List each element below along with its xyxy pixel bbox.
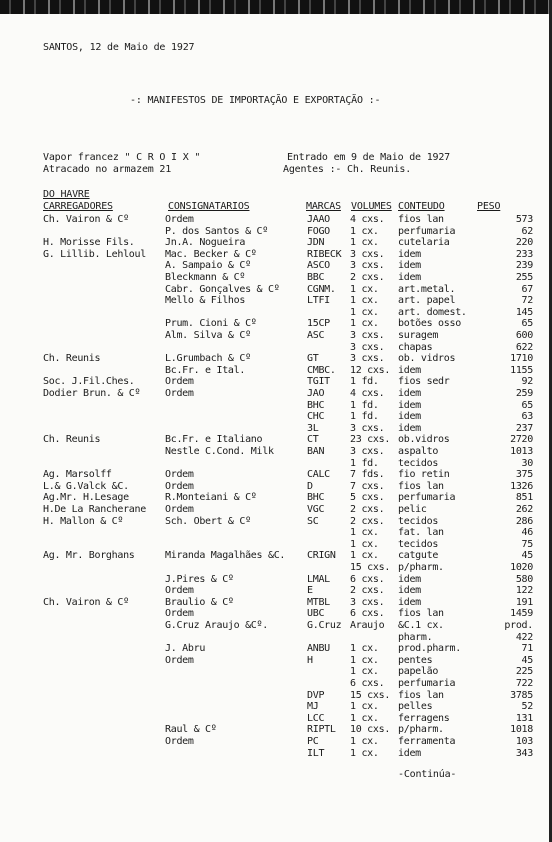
cell-volumes: 6 cxs. <box>350 608 385 620</box>
cell-conteudo: catgute <box>398 550 439 562</box>
cell-peso: 237 <box>515 422 533 434</box>
cell-peso: 1020 <box>510 562 533 573</box>
cell-marca: LCC <box>307 712 325 724</box>
cell-conteudo: botões osso <box>398 318 461 330</box>
cell-peso: 622 <box>515 341 533 353</box>
cell-marca: FOGO <box>307 225 330 237</box>
cell-peso: 255 <box>515 272 533 283</box>
cell-volumes: 3 cxs. <box>350 330 385 341</box>
cell-conteudo: fios lan <box>398 608 444 620</box>
cell-peso: 722 <box>515 678 533 689</box>
cell-marca: BBC <box>307 272 325 283</box>
cell-consignatario: Ordem <box>165 376 194 388</box>
cell-consignatario: Mac. Becker & Cº <box>165 248 257 260</box>
cell-volumes: 1 cx. <box>350 666 379 678</box>
berth-line: Atracado no armazem 21 <box>43 164 172 175</box>
cell-marca: RIBECK <box>307 248 342 260</box>
arrival-date: Entrado em 9 de Maio de 1927 <box>287 152 450 163</box>
cell-volumes: 4 cxs. <box>350 214 385 225</box>
cell-peso: 600 <box>515 330 533 341</box>
cell-marca: GT <box>307 353 319 365</box>
cell-marca: PC <box>307 736 319 747</box>
cell-conteudo: p/pharm. <box>398 562 444 573</box>
cell-volumes: 1 cx. <box>350 712 379 724</box>
cell-volumes: 2 cxs. <box>350 585 385 597</box>
cell-marca: BHC <box>307 492 325 504</box>
cell-marca: CGNM. <box>307 283 336 295</box>
cell-volumes: 1 fd. <box>350 411 379 423</box>
cell-volumes: 1 cx. <box>350 527 379 539</box>
cell-peso: 46 <box>521 527 533 539</box>
cell-conteudo: aspalto <box>398 446 439 457</box>
cell-volumes: 15 cxs. <box>350 562 391 573</box>
cell-consignatario: Ordem <box>165 608 194 620</box>
cell-conteudo: idem <box>398 260 421 272</box>
cell-consignatario: Miranda Magalhães &C. <box>165 550 286 562</box>
cell-carregador: H. Morisse Fils. <box>43 237 135 249</box>
document-title: -: MANIFESTOS DE IMPORTAÇÃO E EXPORTAÇÃO :- <box>130 95 381 106</box>
cell-conteudo: pentes <box>398 654 433 666</box>
cell-peso: 92 <box>521 376 533 388</box>
cell-marca: JAAO <box>307 214 330 225</box>
cell-volumes: 1 cx. <box>350 295 379 307</box>
cell-conteudo: pelles <box>398 701 433 713</box>
cell-volumes: 23 cxs. <box>350 434 391 446</box>
cell-peso: 1459 <box>510 608 533 620</box>
cell-peso: 122 <box>515 585 533 597</box>
cell-peso: 75 <box>521 538 533 550</box>
cell-conteudo: tecidos <box>398 515 439 527</box>
cell-volumes: 5 cxs. <box>350 492 385 504</box>
cell-consignatario: Ordem <box>165 480 194 492</box>
cell-peso: 65 <box>521 399 533 411</box>
cell-marca: ILT <box>307 747 325 759</box>
cell-marca: MJ <box>307 701 319 713</box>
cell-peso: prod. <box>504 620 533 631</box>
cell-volumes: 1 fd. <box>350 457 379 469</box>
cell-volumes: Araujo <box>350 620 385 631</box>
cell-peso: 63 <box>521 411 533 423</box>
cell-marca: UBC <box>307 608 325 620</box>
cell-peso: 145 <box>515 306 533 318</box>
cell-conteudo: pharm. <box>398 631 433 643</box>
cell-volumes: 1 fd. <box>350 376 379 388</box>
cell-marca: E <box>307 585 313 597</box>
cell-peso: 851 <box>515 492 533 504</box>
cell-consignatario: Jn.A. Nogueira <box>165 237 246 249</box>
cell-consignatario: R.Monteiani & Cº <box>165 492 257 504</box>
cell-marca: BHC <box>307 399 325 411</box>
cell-peso: 2720 <box>510 434 533 446</box>
cell-consignatario: Ordem <box>165 469 194 481</box>
cell-conteudo: fios lan <box>398 689 444 701</box>
cell-marca: CT <box>307 434 319 446</box>
cell-volumes: 1 cx. <box>350 701 379 713</box>
cell-conteudo: papelão <box>398 666 439 678</box>
cell-conteudo: idem <box>398 411 421 423</box>
cell-peso: 573 <box>515 214 533 225</box>
header-marcas: MARCAS <box>306 201 341 212</box>
cell-conteudo: fios lan <box>398 480 444 492</box>
cell-peso: 233 <box>515 248 533 260</box>
cell-conteudo: art.metal. <box>398 283 456 295</box>
cell-consignatario: Braulio & Cº <box>165 596 234 608</box>
cell-consignatario: Cabr. Gonçalves & Cº <box>165 283 280 295</box>
cell-peso: 3785 <box>510 689 533 701</box>
cell-conteudo: idem <box>398 272 421 283</box>
origin-port: DO HAVRE <box>43 189 90 200</box>
cell-volumes: 1 cx. <box>350 318 379 330</box>
cell-volumes: 2 cxs. <box>350 272 385 283</box>
cell-volumes: 12 cxs. <box>350 364 391 376</box>
cell-consignatario: Nestle C.Cond. Milk <box>165 446 274 457</box>
cell-peso: 220 <box>515 237 533 249</box>
cell-consignatario: Ordem <box>165 585 194 597</box>
cell-marca: D <box>307 480 313 492</box>
cell-marca: LMAL <box>307 573 330 585</box>
cell-marca: CRIGN <box>307 550 336 562</box>
cell-conteudo: fio retin <box>398 469 450 481</box>
cell-peso: 262 <box>515 504 533 515</box>
cell-consignatario: Prum. Cioni & Cº <box>165 318 257 330</box>
cell-marca: 3L <box>307 422 319 434</box>
cell-peso: 191 <box>515 596 533 608</box>
cell-conteudo: art. domest. <box>398 306 467 318</box>
cell-volumes: 4 cxs. <box>350 388 385 399</box>
cell-consignatario: L.Grumbach & Cº <box>165 353 251 365</box>
cell-marca: CALC <box>307 469 330 481</box>
cell-volumes: 3 cxs. <box>350 341 385 353</box>
cell-peso: 580 <box>515 573 533 585</box>
cell-consignatario: Raul & Cº <box>165 724 217 736</box>
cell-conteudo: ob. vidros <box>398 353 456 365</box>
scan-edge-band <box>0 0 552 14</box>
cell-carregador: Ch. Vairon & Cº <box>43 596 129 608</box>
cell-peso: 52 <box>521 701 533 713</box>
cell-consignatario: Ordem <box>165 504 194 515</box>
cell-volumes: 2 cxs. <box>350 504 385 515</box>
cell-consignatario: Ordem <box>165 736 194 747</box>
cell-volumes: 7 fds. <box>350 469 385 481</box>
cell-marca: ANBU <box>307 643 330 655</box>
cell-peso: 72 <box>521 295 533 307</box>
header-peso: PESO <box>477 201 501 212</box>
cell-volumes: 3 cxs. <box>350 446 385 457</box>
cell-volumes: 1 fd. <box>350 399 379 411</box>
cell-carregador: Ch. Reunis <box>43 434 101 446</box>
cell-peso: 131 <box>515 712 533 724</box>
cell-conteudo: suragem <box>398 330 439 341</box>
cell-consignatario: Alm. Silva & Cº <box>165 330 251 341</box>
cell-consignatario: Ordem <box>165 214 194 225</box>
cell-carregador: L.& G.Valck &C. <box>43 480 129 492</box>
cell-carregador: Ch. Vairon & Cº <box>43 214 129 225</box>
cell-conteudo: idem <box>398 364 421 376</box>
cell-marca: CHC <box>307 411 325 423</box>
cell-volumes: 1 cx. <box>350 283 379 295</box>
cell-volumes: 1 cx. <box>350 643 379 655</box>
cell-conteudo: ferragens <box>398 712 450 724</box>
cell-peso: 30 <box>521 457 533 469</box>
cell-conteudo: idem <box>398 399 421 411</box>
cell-volumes: 3 cxs. <box>350 248 385 260</box>
cell-peso: 225 <box>515 666 533 678</box>
cell-conteudo: cutelaria <box>398 237 450 249</box>
cell-conteudo: idem <box>398 248 421 260</box>
cell-conteudo: pelic <box>398 504 427 515</box>
cell-peso: 67 <box>521 283 533 295</box>
cell-marca: JAO <box>307 388 325 399</box>
cell-carregador: Ag.Mr. H.Lesage <box>43 492 129 504</box>
cell-peso: 1326 <box>510 480 533 492</box>
cell-peso: 343 <box>515 747 533 759</box>
cell-volumes: 3 cxs. <box>350 422 385 434</box>
cell-conteudo: idem <box>398 422 421 434</box>
cell-peso: 45 <box>521 550 533 562</box>
cell-marca: DVP <box>307 689 325 701</box>
cell-marca: TGIT <box>307 376 330 388</box>
cell-marca: RIPTL <box>307 724 336 736</box>
cell-volumes: 6 cxs. <box>350 573 385 585</box>
cell-marca: JDN <box>307 237 325 249</box>
cell-conteudo: idem <box>398 573 421 585</box>
cell-peso: 103 <box>515 736 533 747</box>
cell-consignatario: Bc.Fr. e Ital. <box>165 364 246 376</box>
agents-line: Agentes :- Ch. Reunis. <box>283 164 412 175</box>
cell-carregador: Ag. Marsolff <box>43 469 112 481</box>
cell-volumes: 3 cxs. <box>350 353 385 365</box>
cell-volumes: 1 cx. <box>350 550 379 562</box>
cell-volumes: 1 cx. <box>350 306 379 318</box>
cell-peso: 65 <box>521 318 533 330</box>
cell-consignatario: Ordem <box>165 388 194 399</box>
cell-marca: MTBL <box>307 596 330 608</box>
cell-conteudo: tecidos <box>398 538 439 550</box>
cell-volumes: 1 cx. <box>350 237 379 249</box>
cell-peso: 1710 <box>510 353 533 365</box>
cell-conteudo: chapas <box>398 341 433 353</box>
cell-conteudo: ob.vidros <box>398 434 450 446</box>
cell-conteudo: ferramenta <box>398 736 456 747</box>
cell-volumes: 15 cxs. <box>350 689 391 701</box>
cell-peso: 1013 <box>510 446 533 457</box>
cell-volumes: 1 cx. <box>350 654 379 666</box>
cell-peso: 62 <box>521 225 533 237</box>
cell-conteudo: fios sedr <box>398 376 450 388</box>
cell-peso: 1155 <box>510 364 533 376</box>
cell-conteudo: perfumaria <box>398 492 456 504</box>
cell-conteudo: idem <box>398 747 421 759</box>
cell-conteudo: p/pharm. <box>398 724 444 736</box>
cell-volumes: 1 cx. <box>350 225 379 237</box>
cell-volumes: 1 cx. <box>350 538 379 550</box>
cell-consignatario: J.Pires & Cº <box>165 573 234 585</box>
cell-marca: ASCO <box>307 260 330 272</box>
cell-volumes: 3 cxs. <box>350 596 385 608</box>
cell-peso: 45 <box>521 654 533 666</box>
cell-carregador: Ag. Mr. Borghans <box>43 550 135 562</box>
cell-marca: H <box>307 654 313 666</box>
cell-volumes: 3 cxs. <box>350 260 385 272</box>
cell-peso: 286 <box>515 515 533 527</box>
cell-consignatario: Ordem <box>165 654 194 666</box>
cell-volumes: 6 cxs. <box>350 678 385 689</box>
cell-marca: ASC <box>307 330 325 341</box>
cell-conteudo: fios lan <box>398 214 444 225</box>
cell-volumes: 7 cxs. <box>350 480 385 492</box>
cell-conteudo: &C.1 cx. <box>398 620 444 631</box>
cell-marca: 15CP <box>307 318 330 330</box>
cell-conteudo: perfumaria <box>398 678 456 689</box>
cell-consignatario: Bleckmann & Cº <box>165 272 246 283</box>
cell-consignatario: A. Sampaio & Cº <box>165 260 251 272</box>
cell-consignatario: Mello & Filhos <box>165 295 246 307</box>
cell-conteudo: tecidos <box>398 457 439 469</box>
cell-marca: LTFI <box>307 295 330 307</box>
cell-consignatario: G.Cruz Araujo &Cº. <box>165 620 268 631</box>
cell-consignatario: P. dos Santos & Cº <box>165 225 268 237</box>
cell-marca: VGC <box>307 504 325 515</box>
cell-peso: 422 <box>515 631 533 643</box>
cell-peso: 259 <box>515 388 533 399</box>
header-consignatarios: CONSIGNATARIOS <box>168 201 250 212</box>
cell-carregador: H. Mallon & Cº <box>43 515 124 527</box>
cell-marca: BAN <box>307 446 325 457</box>
cell-volumes: 1 cx. <box>350 736 379 747</box>
cell-conteudo: art. papel <box>398 295 456 307</box>
cell-carregador: H.De La Rancherane <box>43 504 146 515</box>
cell-consignatario: Sch. Obert & Cº <box>165 515 251 527</box>
cell-conteudo: idem <box>398 585 421 597</box>
cell-volumes: 10 cxs. <box>350 724 391 736</box>
cell-conteudo: fat. lan <box>398 527 444 539</box>
continued-note: -Continúa- <box>398 769 457 780</box>
header-volumes: VOLUMES <box>351 201 392 212</box>
cell-volumes: 1 cx. <box>350 747 379 759</box>
cell-marca: SC <box>307 515 319 527</box>
cell-consignatario: Bc.Fr. e Italiano <box>165 434 263 446</box>
cell-marca: CMBC. <box>307 364 336 376</box>
cell-marca: G.Cruz <box>307 620 342 631</box>
vessel-line: Vapor francez " C R O I X " <box>43 152 201 163</box>
cell-carregador: G. Lillib. Lehloul <box>43 248 146 260</box>
cell-conteudo: idem <box>398 388 421 399</box>
header-carregadores: CARREGADORES <box>43 201 113 212</box>
cell-conteudo: perfumaria <box>398 225 456 237</box>
cell-volumes: 2 cxs. <box>350 515 385 527</box>
cell-carregador: Dodier Brun. & Cº <box>43 388 141 399</box>
cell-peso: 71 <box>521 643 533 655</box>
cell-carregador: Soc. J.Fil.Ches. <box>43 376 135 388</box>
dateline: SANTOS, 12 de Maio de 1927 <box>43 42 195 53</box>
cell-carregador: Ch. Reunis <box>43 353 101 365</box>
cell-consignatario: J. Abru <box>165 643 206 655</box>
cell-conteudo: prod.pharm. <box>398 643 461 655</box>
cell-peso: 239 <box>515 260 533 272</box>
header-conteudo: CONTEUDO <box>398 201 445 212</box>
cell-peso: 1018 <box>510 724 533 736</box>
cell-conteudo: idem <box>398 596 421 608</box>
cell-peso: 375 <box>515 469 533 481</box>
